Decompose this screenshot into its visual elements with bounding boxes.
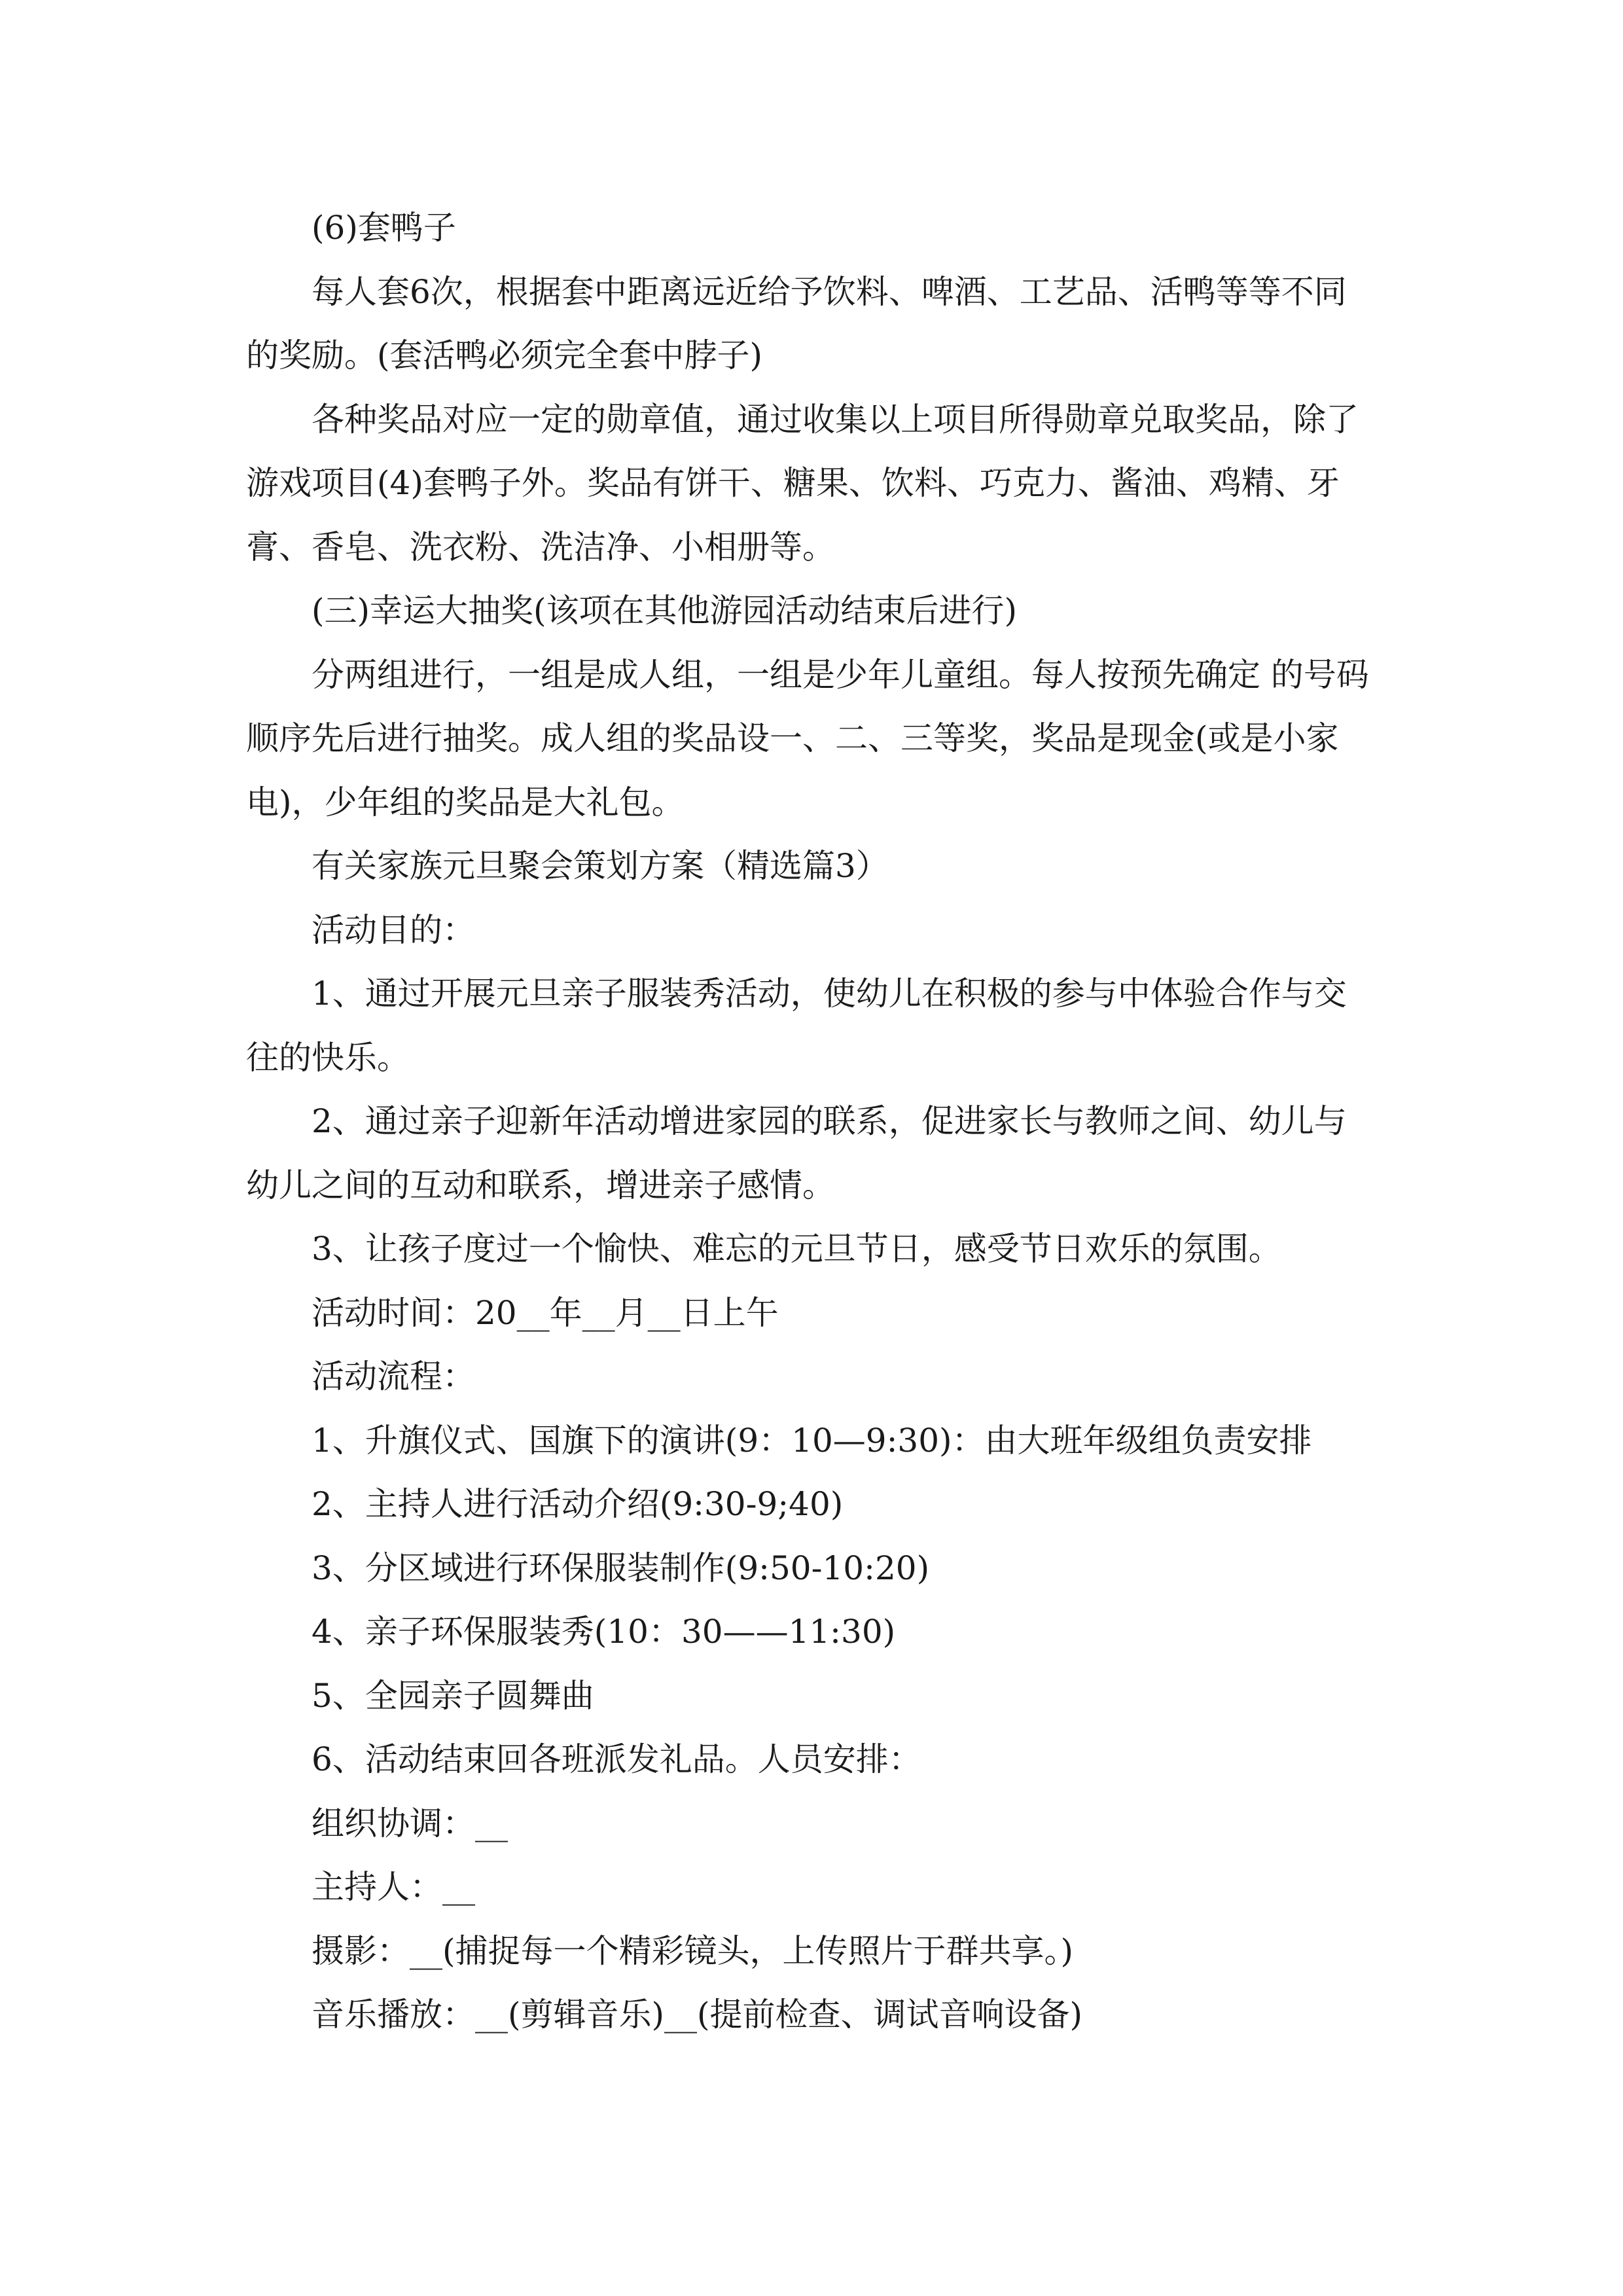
paragraph-staff-host: 主持人：__ <box>312 1868 475 1906</box>
paragraph-game-6-title: (6)套鸭子 <box>312 209 456 247</box>
paragraph-goals-label: 活动目的： <box>312 910 475 949</box>
paragraph-process-5: 5、全园亲子圆舞曲 <box>312 1676 594 1715</box>
paragraph-activity-time: 活动时间：20__年__月__日上午 <box>312 1293 779 1332</box>
paragraph-staff-photography: 摄影：__(捕捉每一个精彩镜头，上传照片于群共享。) <box>312 1931 1074 1970</box>
paragraph-lottery-title: (三)幸运大抽奖(该项在其他游园活动结束后进行) <box>312 592 1018 630</box>
paragraph-staff-coordination: 组织协调：__ <box>312 1804 508 1842</box>
paragraph-process-2: 2、主持人进行活动介绍(9:30-9;40) <box>312 1485 844 1523</box>
paragraph-goal-2: 2、通过亲子迎新年活动增进家园的联系，促进家长与教师之间、幼儿与幼儿之间的互动和联系，增进亲子感情。 <box>246 1102 1347 1204</box>
paragraph-prize-exchange: 各种奖品对应一定的勋章值，通过收集以上项目所得勋章兑取奖品，除了游戏项目(4)套鸭子外。奖品有饼干、糖果、饮料、巧克力、酱油、鸡精、牙膏、香皂、洗衣粉、洗洁净、小相册等。 <box>246 400 1359 566</box>
paragraph-process-6: 6、活动结束回各班派发礼品。人员安排： <box>312 1740 921 1778</box>
paragraph-process-4: 4、亲子环保服装秀(10：30——11:30) <box>312 1613 896 1651</box>
document-body <box>246 196 1378 2047</box>
paragraph-process-1: 1、升旗仪式、国旗下的演讲(9：10—9:30)：由大班年级组负责安排 <box>312 1421 1312 1460</box>
section-heading-plan-3: 有关家族元旦聚会策划方案（精选篇3） <box>312 847 889 885</box>
paragraph-goal-1: 1、通过开展元旦亲子服装秀活动，使幼儿在积极的参与中体验合作与交往的快乐。 <box>246 975 1347 1077</box>
paragraph-staff-music: 音乐播放：__(剪辑音乐)__(提前检查、调试音响设备) <box>312 1996 1083 2034</box>
paragraph-game-6-rules: 每人套6次，根据套中距离远近给予饮料、啤酒、工艺品、活鸭等等不同的奖励。(套活鸭必须完全套中脖子) <box>246 272 1347 374</box>
paragraph-lottery-rules: 分两组进行，一组是成人组，一组是少年儿童组。每人按预先确定 的号码顺序先后进行抽奖。成人组的奖品设一、二、三等奖，奖品是现金(或是小家电)，少年组的奖品是大礼包。 <box>246 655 1369 821</box>
paragraph-process-3: 3、分区域进行环保服装制作(9:50-10:20) <box>312 1549 930 1587</box>
paragraph-process-label: 活动流程： <box>312 1357 475 1395</box>
paragraph-goal-3: 3、让孩子度过一个愉快、难忘的元旦节日，感受节日欢乐的氛围。 <box>312 1230 1281 1268</box>
